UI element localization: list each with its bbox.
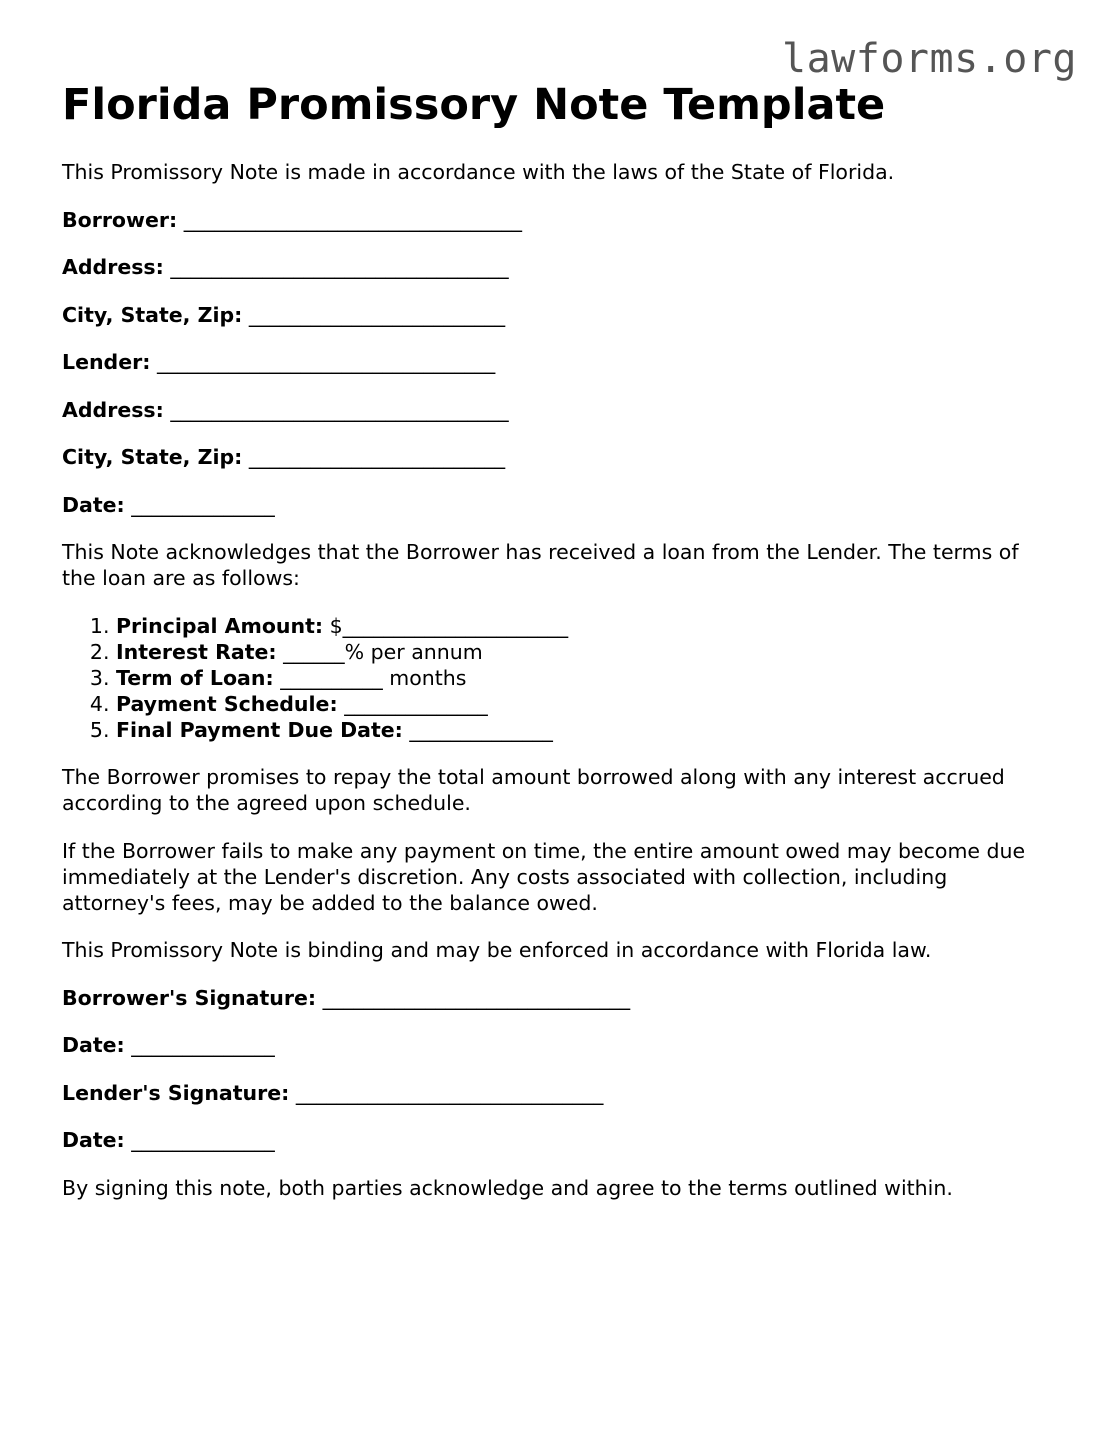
borrower-city-field[interactable] — [62, 302, 1052, 328]
document-page — [62, 78, 1052, 1201]
field-label: City, State, Zip: — [62, 302, 243, 327]
field-label: Lender's Signature: — [62, 1080, 290, 1105]
blank-line[interactable]: ______________ — [131, 492, 275, 517]
loan-terms-list — [62, 613, 1052, 743]
blank-line[interactable]: _________________________ — [248, 302, 506, 327]
lender-signature-date-field[interactable] — [62, 1127, 1052, 1153]
field-label: Date: — [62, 492, 125, 517]
field-label: City, State, Zip: — [62, 445, 243, 469]
field-label: Borrower's Signature: — [62, 985, 317, 1010]
term-label: Term of Loan: — [116, 665, 274, 690]
term-value[interactable]: __________ months — [280, 665, 467, 690]
field-label: Address: — [62, 397, 164, 422]
binding-paragraph: This Promissory Note is binding and may be enforced in accordance with Florida law. — [62, 938, 932, 962]
note-date-field[interactable] — [62, 492, 1052, 518]
default-paragraph: If the Borrower fails to make any payment on time, the entire amount owed may become due immediately at the Lender's discretion. Any costs associated with collection, including attorney's fees, may be added to the balance owed. — [62, 838, 1026, 915]
blank-line[interactable]: ______________________________ — [322, 985, 631, 1010]
field-label: Borrower: — [62, 207, 178, 232]
blank-line[interactable]: _________________________________ — [170, 397, 509, 422]
term-interest-rate[interactable] — [116, 639, 1052, 665]
term-label: Interest Rate: — [116, 639, 277, 664]
blank-line[interactable]: _________________________________ — [170, 255, 509, 279]
borrower-signature-date-field[interactable] — [62, 1032, 1052, 1058]
term-label: Payment Schedule: — [116, 691, 338, 716]
blank-line[interactable]: _________________________________ — [156, 350, 496, 374]
site-watermark: lawforms.org — [782, 36, 1077, 82]
term-loan-length[interactable] — [116, 665, 1052, 691]
repayment-paragraph: The Borrower promises to repay the total amount borrowed along with any interest accrued according to the agreed upon schedule. — [62, 765, 1005, 815]
blank-line[interactable]: _________________________________ — [183, 207, 522, 232]
term-value[interactable]: ______________ — [344, 691, 488, 716]
field-label: Address: — [62, 255, 164, 279]
lender-city-field[interactable] — [62, 444, 1052, 470]
blank-line[interactable]: ______________________________ — [295, 1080, 604, 1105]
term-principal[interactable] — [116, 613, 1052, 639]
lender-address-field[interactable] — [62, 397, 1052, 423]
acknowledgement-paragraph: This Note acknowledges that the Borrower has received a loan from the Lender. The terms of the loan are as follows: — [62, 540, 1019, 590]
intro-paragraph: This Promissory Note is made in accordance with the laws of the State of Florida. — [62, 160, 895, 184]
field-label: Lender: — [62, 350, 151, 374]
term-value[interactable]: $______________________ — [329, 613, 569, 638]
borrower-signature-field[interactable] — [62, 985, 1052, 1011]
field-label: Date: — [62, 1033, 125, 1057]
lender-field[interactable] — [62, 349, 1052, 375]
field-label: Date: — [62, 1128, 125, 1152]
term-label: Final Payment Due Date: — [116, 717, 403, 742]
term-value[interactable]: ______% per annum — [283, 639, 483, 664]
blank-line[interactable]: ______________ — [131, 1033, 275, 1057]
term-label: Principal Amount: — [116, 613, 324, 638]
term-payment-schedule[interactable] — [116, 691, 1052, 717]
page-title: Florida Promissory Note Template — [62, 80, 886, 130]
term-value[interactable]: ______________ — [409, 717, 553, 742]
blank-line[interactable]: ______________ — [131, 1128, 275, 1152]
closing-paragraph: By signing this note, both parties acknowledge and agree to the terms outlined within. — [62, 1175, 953, 1200]
borrower-address-field[interactable] — [62, 254, 1052, 280]
term-final-due-date[interactable] — [116, 717, 1052, 743]
borrower-field[interactable] — [62, 207, 1052, 233]
blank-line[interactable]: _________________________ — [248, 445, 506, 469]
lender-signature-field[interactable] — [62, 1080, 1052, 1106]
